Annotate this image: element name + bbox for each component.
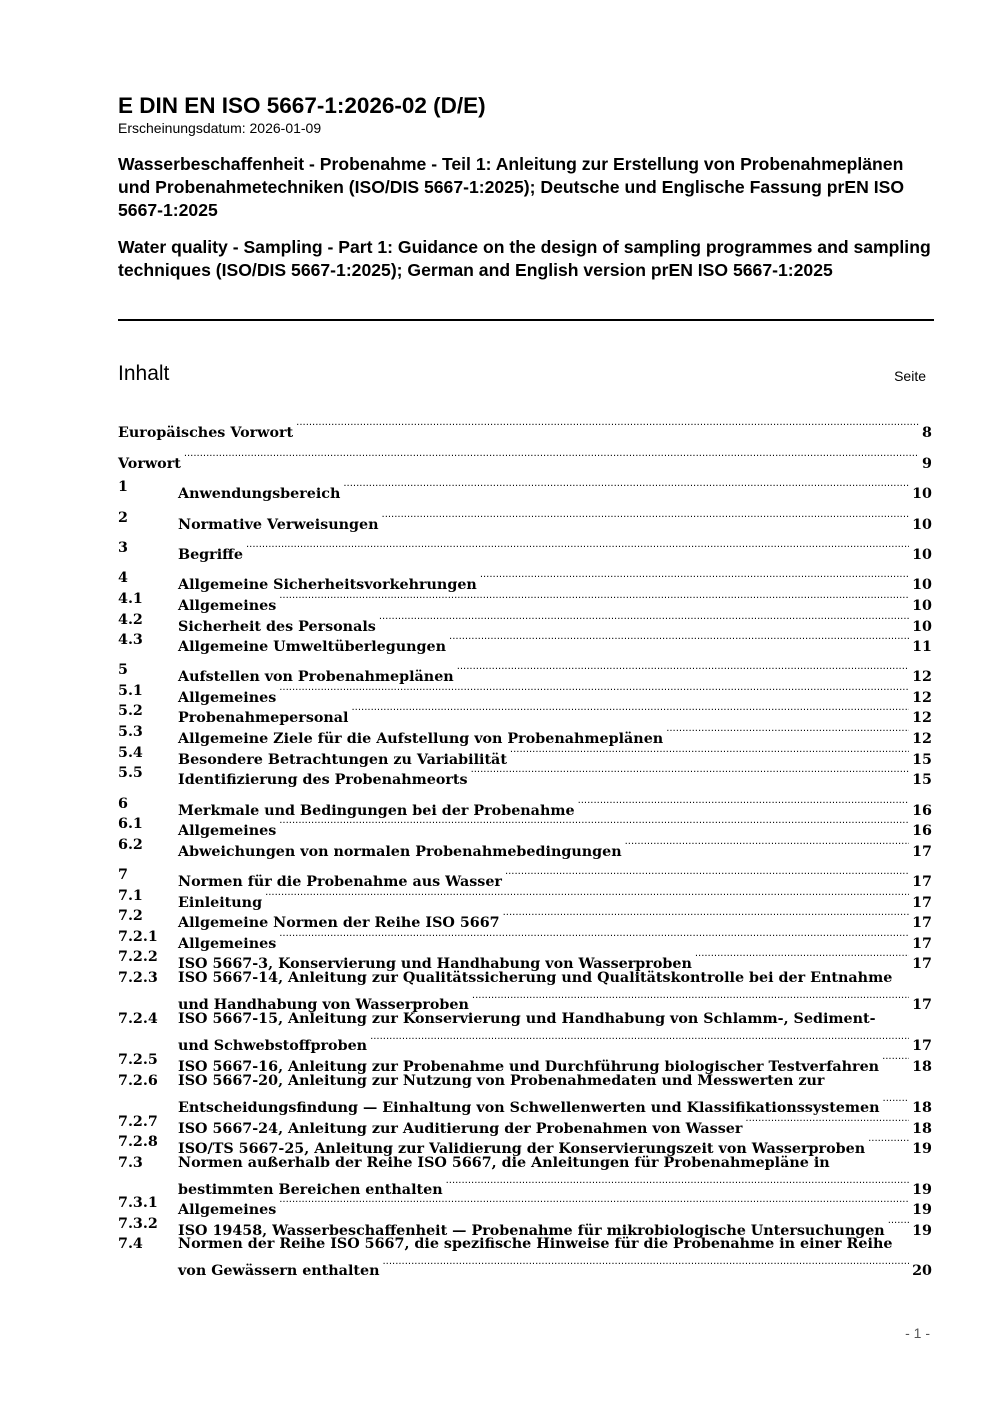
toc-entry-title-line: Probenahmepersonal: [178, 709, 349, 726]
toc-entry-title: [178, 743, 932, 768]
toc-entry-number: 7.2.5: [118, 1052, 158, 1068]
toc-entry-number: 7.3: [118, 1155, 143, 1171]
toc-entry-title: [178, 1050, 932, 1075]
toc-entry-title: [178, 835, 932, 860]
toc-leader-dots: [883, 1092, 910, 1113]
document-id: E DIN EN ISO 5667-1:2026-02 (D/E): [118, 93, 486, 118]
toc-entry-page: 18: [912, 1100, 932, 1116]
toc-entry-page: 16: [912, 802, 932, 819]
title-english: Water quality - Sampling - Part 1: Guidance on the design of sampling programmes and sampling techniques (ISO/DIS 5667-1:2025); German and English version prEN ISO 5667-1:2025: [118, 237, 931, 280]
toc-entry-number: 7.3.2: [118, 1216, 158, 1232]
toc-entry-page: 10: [912, 546, 932, 563]
toc-entry-page: 16: [912, 822, 932, 839]
toc-entry-number: 5.2: [118, 703, 143, 719]
toc-entry-number: 5.3: [118, 724, 143, 740]
toc-entry-number: 7.2: [118, 908, 143, 924]
toc-entry-title: [178, 660, 932, 685]
toc-leader-dots: [457, 660, 909, 681]
toc-entry-page: 17: [912, 1038, 932, 1054]
toc-entry-title-line: ISO 5667-14, Anleitung zur Qualitätssicherung und Qualitätskontrolle bei der Entnahme: [178, 970, 893, 986]
toc-entry-title-line: und Handhabung von Wasserproben: [178, 997, 469, 1013]
toc-entry-page: 10: [912, 597, 932, 614]
toc-entry-number: 4.1: [118, 591, 143, 607]
toc-entry-title-line: Allgemeines: [178, 935, 277, 952]
toc-entry-page: 10: [912, 576, 932, 593]
toc-entry-number: 7.2.7: [118, 1114, 158, 1130]
toc-entry-title: [178, 722, 932, 747]
toc-leader-dots: [503, 906, 909, 927]
toc-leader-dots: [666, 722, 909, 743]
toc-entry-title: [178, 1009, 932, 1054]
toc-entry-title-line: Identifizierung des Probenahmeorts: [178, 771, 468, 788]
toc-entry-title-line: Anwendungsbereich: [178, 485, 341, 502]
toc-entry-title-line: Allgemeine Umweltüberlegungen: [178, 638, 447, 655]
toc-entry-title-line: Normen für die Probenahme aus Wasser: [178, 873, 502, 890]
toc-entry-title: [178, 568, 932, 593]
toc-entry-number: 7: [118, 867, 128, 883]
toc-leader-dots: [578, 794, 910, 815]
toc-entry-number: 6.1: [118, 816, 143, 832]
toc-entry-title-line: Vorwort: [118, 455, 181, 472]
toc-entry-title: [178, 763, 932, 788]
toc-entry-title-line: Aufstellen von Probenahmeplänen: [178, 668, 454, 685]
document-header: [118, 92, 934, 282]
toc-entry-title-line: ISO 5667-24, Anleitung zur Auditierung der Probenahmen von Wasser: [178, 1120, 743, 1137]
toc-leader-dots: [868, 1132, 909, 1153]
toc-entry-title: [178, 814, 932, 839]
toc-entry-page: 17: [912, 997, 932, 1013]
toc-entry-number: 2: [118, 510, 128, 526]
toc-entry-title-line: Allgemeines: [178, 689, 277, 706]
toc-entry-title-line: Normen der Reihe ISO 5667, die spezifische Hinweise für die Probenahme in einer Reihe: [178, 1236, 893, 1252]
toc-entry-page: 10: [912, 516, 932, 533]
toc-entry-title: [178, 1153, 932, 1198]
toc-leader-dots: [279, 681, 909, 702]
toc-entry-page: 12: [912, 730, 932, 747]
toc-entry-title: [178, 1132, 932, 1157]
toc-entry-page: 12: [912, 668, 932, 685]
toc-entry-number: 7.3.1: [118, 1195, 158, 1211]
toc-entry-title: [178, 927, 932, 952]
toc-entry-page: 9: [922, 455, 932, 472]
toc-entry-title-line: Sicherheit des Personals: [178, 618, 376, 635]
toc-entry-page: 17: [912, 914, 932, 931]
toc-leader-dots: [505, 865, 909, 886]
toc-leader-dots: [370, 1030, 909, 1051]
toc-leader-dots: [471, 763, 910, 784]
toc-entry-title-line: Europäisches Vorwort: [118, 424, 294, 441]
toc-entry-title: [178, 1234, 932, 1279]
toc-entry-number: 7.2.6: [118, 1073, 158, 1089]
toc-entry-page: 15: [912, 771, 932, 788]
toc-entry-title-line: Allgemeine Ziele für die Aufstellung von Probenahmeplänen: [178, 730, 664, 747]
toc-entry-title-line: und Schwebstoffproben: [178, 1038, 368, 1054]
toc-entry-title-line: Einleitung: [178, 894, 263, 911]
toc-entry-title-line: Begriffe: [178, 546, 243, 563]
toc-entry-page: 8: [922, 424, 932, 441]
toc-entry-title-line: Normen außerhalb der Reihe ISO 5667, die Anleitungen für Probenahmepläne in: [178, 1155, 830, 1171]
toc-entry-title: [118, 447, 932, 472]
toc-leader-dots: [296, 416, 919, 437]
toc-heading: Inhalt: [118, 362, 170, 385]
toc-entry-title: [178, 968, 932, 1013]
toc-entry-title-line: Abweichungen von normalen Probenahmebedingungen: [178, 843, 622, 860]
toc-entry-page: 17: [912, 843, 932, 860]
toc-entry-page: 12: [912, 689, 932, 706]
toc-leader-dots: [246, 538, 909, 559]
toc-entry-title: [178, 477, 932, 502]
toc-entry-page: 20: [912, 1263, 932, 1279]
toc-entry-number: 6.2: [118, 837, 143, 853]
toc-entry-title-line: ISO 5667-16, Anleitung zur Probenahme und Durchführung biologischer Testverfahren: [178, 1058, 880, 1075]
toc-entry-number: 7.1: [118, 888, 143, 904]
toc-entry-title: [178, 1112, 932, 1137]
toc-entry-title: [178, 1193, 932, 1218]
toc-entry-title-line: ISO 5667-3, Konservierung und Handhabung von Wasserproben: [178, 955, 692, 972]
toc-entry-number: 7.2.1: [118, 929, 158, 945]
toc-entry-page: 19: [912, 1182, 932, 1198]
header-divider: [118, 319, 934, 321]
publication-date: Erscheinungsdatum: 2026-01-09: [118, 120, 322, 136]
toc-entry-title-line: Allgemeine Normen der Reihe ISO 5667: [178, 914, 500, 931]
toc-entry-title-line: von Gewässern enthalten: [178, 1263, 380, 1279]
toc-entry-title: [178, 681, 932, 706]
toc-entry-page: 19: [912, 1201, 932, 1218]
toc-entry-title: [178, 1214, 932, 1239]
toc-entry-page: 15: [912, 751, 932, 768]
toc-entry-number: 6: [118, 796, 128, 812]
toc-entry-number: 5.4: [118, 745, 143, 761]
toc-entry-page: 17: [912, 935, 932, 952]
toc-entry-page: 17: [912, 894, 932, 911]
toc-entry-number: 7.2.3: [118, 970, 158, 986]
toc-leader-dots: [510, 743, 909, 764]
toc-entry-page: 10: [912, 485, 932, 502]
toc-entry-number: 7.2.4: [118, 1011, 158, 1027]
toc-entry-title: [178, 538, 932, 563]
toc-entry-number: 3: [118, 540, 128, 556]
toc-entry-number: 5.5: [118, 765, 143, 781]
toc-leader-dots: [265, 886, 909, 907]
title-german: Wasserbeschaffenheit - Probenahme - Teil 1: Anleitung zur Erstellung von Probenahmeplänen und Probenahmetechniken (ISO/DIS 5667-1:2025); Deutsche und Englische Fassung prEN ISO 5667-1:2025: [118, 154, 905, 220]
toc-entry-title: [178, 886, 932, 911]
toc-leader-dots: [279, 927, 909, 948]
toc-entry-page: 11: [912, 638, 932, 655]
toc-entry-title: [178, 794, 932, 819]
toc-leader-dots: [279, 589, 909, 610]
toc-entry-title-line: Merkmale und Bedingungen bei der Probenahme: [178, 802, 575, 819]
toc-leader-dots: [745, 1112, 909, 1133]
toc-leader-dots: [279, 814, 909, 835]
toc-entry-page: 17: [912, 873, 932, 890]
toc-leader-dots: [382, 1255, 909, 1276]
toc-entry-title: [178, 630, 932, 655]
toc-leader-dots: [888, 1214, 909, 1235]
toc-entry-title-line: ISO 19458, Wasserbeschaffenheit — Probenahme für mikrobiologische Untersuchungen: [178, 1222, 885, 1239]
toc-entry-title-line: bestimmten Bereichen enthalten: [178, 1182, 443, 1198]
toc-entry-title: [178, 589, 932, 614]
toc-entry-page: 18: [912, 1120, 932, 1137]
toc-leader-dots: [343, 477, 909, 498]
toc-leader-dots: [352, 701, 910, 722]
toc-entry-title: [178, 701, 932, 726]
toc-leader-dots: [695, 947, 909, 968]
toc-entry-number: 4.3: [118, 632, 143, 648]
toc-entry-number: 1: [118, 479, 128, 495]
toc-leader-dots: [472, 989, 909, 1010]
toc-leader-dots: [184, 447, 919, 468]
toc-leader-dots: [625, 835, 909, 856]
toc-entry-page: 18: [912, 1058, 932, 1075]
toc-entry-title-line: Allgemeines: [178, 597, 277, 614]
toc-entry-page: 10: [912, 618, 932, 635]
toc-leader-dots: [449, 630, 909, 651]
toc-leader-dots: [446, 1174, 910, 1195]
toc-entry-title: [178, 947, 932, 972]
toc-entry-title: [178, 610, 932, 635]
toc-entry-title: [178, 508, 932, 533]
toc-entry-title-line: Normative Verweisungen: [178, 516, 379, 533]
toc-entry-title-line: Besondere Betrachtungen zu Variabilität: [178, 751, 507, 768]
toc-entry-page: 12: [912, 709, 932, 726]
toc-entry-title-line: Allgemeines: [178, 822, 277, 839]
toc-entry-number: 4.2: [118, 612, 143, 628]
toc-entry-title-line: Allgemeine Sicherheitsvorkehrungen: [178, 576, 477, 593]
toc-entry-number: 7.2.8: [118, 1134, 158, 1150]
toc-leader-dots: [382, 508, 910, 529]
toc-leader-dots: [882, 1050, 909, 1071]
toc-leader-dots: [279, 1193, 909, 1214]
toc-entry-title-line: ISO 5667-15, Anleitung zur Konservierung und Handhabung von Schlamm-, Sediment-: [178, 1011, 876, 1027]
toc-entry-title-line: Entscheidungsfindung — Einhaltung von Schwellenwerten und Klassifikationssystemen: [178, 1100, 880, 1116]
toc-header: [118, 362, 926, 390]
toc-page-column-label: Seite: [894, 368, 926, 384]
toc-entry-page: 19: [912, 1140, 932, 1157]
toc-leader-dots: [379, 610, 909, 631]
toc-leader-dots: [480, 568, 909, 589]
toc-entry-title: [178, 906, 932, 931]
toc-entry-number: 7.4: [118, 1236, 143, 1252]
page-number: - 1 -: [905, 1325, 930, 1341]
toc-entry-number: 4: [118, 570, 128, 586]
toc-entry-title-line: ISO 5667-20, Anleitung zur Nutzung von Probenahmedaten und Messwerten zur: [178, 1073, 825, 1089]
toc-entry-number: 5.1: [118, 683, 143, 699]
toc-entry-title: [118, 416, 932, 441]
toc-entry-number: 7.2.2: [118, 949, 158, 965]
toc-entry-title: [178, 865, 932, 890]
toc-entry-page: 19: [912, 1222, 932, 1239]
toc-entry-number: 5: [118, 662, 128, 678]
toc-entry-page: 17: [912, 955, 932, 972]
toc-entry-title-line: ISO/TS 5667-25, Anleitung zur Validierung der Konservierungszeit von Wasserproben: [178, 1140, 866, 1157]
toc-entry-title: [178, 1071, 932, 1116]
toc-entry-title-line: Allgemeines: [178, 1201, 277, 1218]
